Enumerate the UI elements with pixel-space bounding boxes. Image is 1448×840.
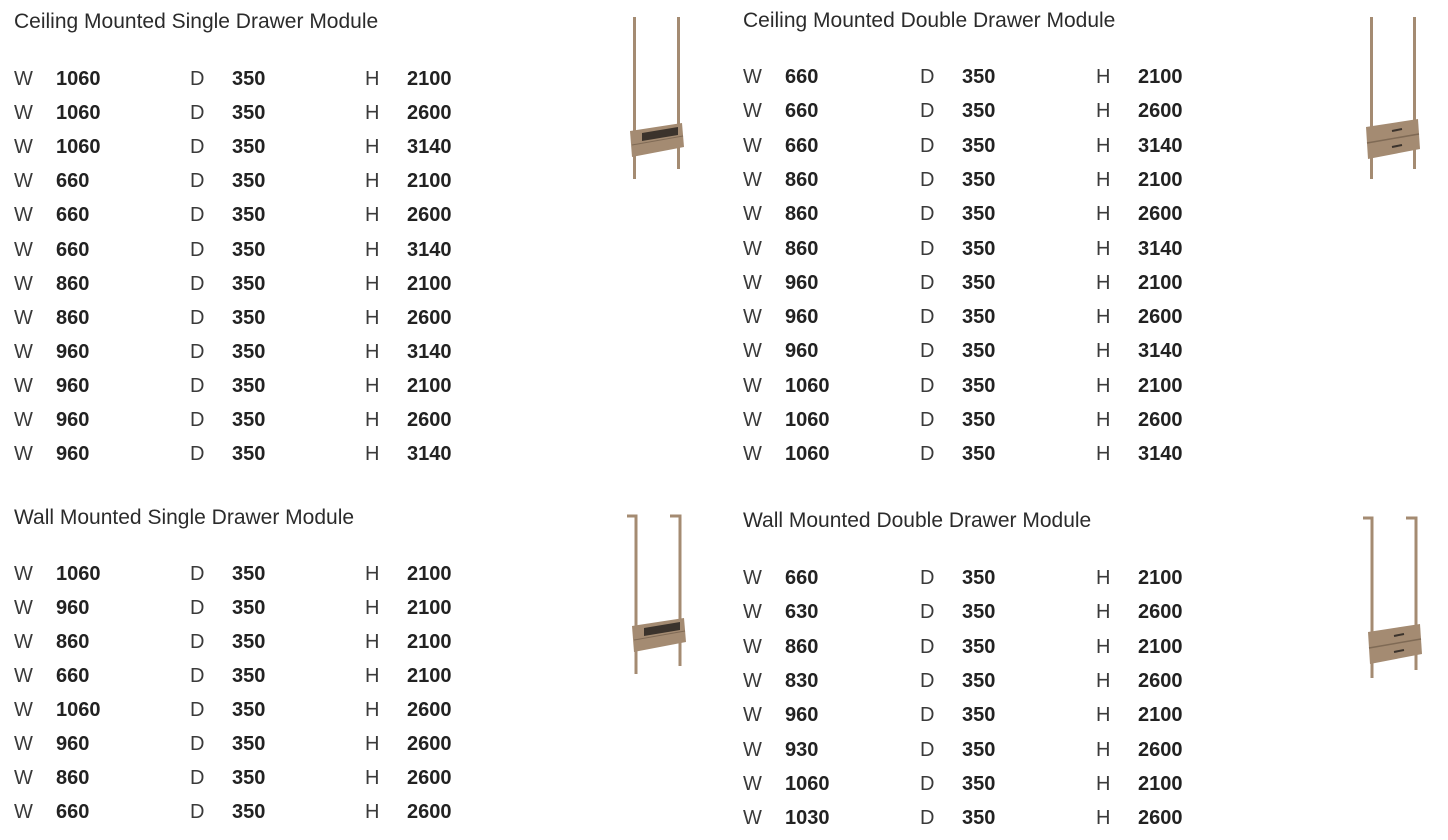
depth-label: D xyxy=(190,272,205,295)
height-value: 3140 xyxy=(1138,340,1183,363)
width-label: W xyxy=(14,443,33,466)
height-value: 3140 xyxy=(1138,443,1183,466)
width-value: 660 xyxy=(785,66,819,88)
height-value: 2600 xyxy=(407,409,452,431)
height-label: H xyxy=(365,597,380,619)
depth-value: 350 xyxy=(962,100,996,123)
width-value: 1030 xyxy=(785,807,830,830)
table-row xyxy=(14,135,484,159)
depth-value: 350 xyxy=(232,665,266,687)
depth-value: 350 xyxy=(232,340,266,363)
width-value: 860 xyxy=(56,272,90,295)
table-row xyxy=(14,766,484,790)
width-value: 960 xyxy=(785,306,819,329)
height-value: 2100 xyxy=(407,631,452,653)
width-value: 660 xyxy=(785,134,819,157)
width-label: W xyxy=(14,68,33,90)
height-label: H xyxy=(1096,738,1111,761)
width-label: W xyxy=(14,374,33,397)
depth-value: 350 xyxy=(962,567,996,589)
table-row xyxy=(743,271,1213,295)
width-label: W xyxy=(14,631,33,653)
height-value: 3140 xyxy=(407,238,452,261)
height-value: 2100 xyxy=(1138,168,1183,191)
table-row xyxy=(14,374,484,398)
table-row xyxy=(14,562,484,586)
depth-value: 350 xyxy=(232,102,266,125)
depth-label: D xyxy=(190,443,205,466)
height-label: H xyxy=(365,733,380,755)
table-row xyxy=(14,408,484,432)
width-label: W xyxy=(14,409,33,431)
height-label: H xyxy=(1096,807,1111,830)
width-value: 1060 xyxy=(56,699,101,721)
height-value: 2100 xyxy=(1138,66,1183,88)
width-label: W xyxy=(743,738,762,761)
table-row xyxy=(14,630,484,654)
depth-value: 350 xyxy=(962,306,996,329)
width-value: 960 xyxy=(56,340,90,363)
table-row xyxy=(743,99,1213,123)
table-row xyxy=(743,738,1213,762)
height-label: H xyxy=(1096,306,1111,329)
section-title: Wall Mounted Single Drawer Module xyxy=(14,506,355,529)
width-label: W xyxy=(743,374,762,397)
width-label: W xyxy=(14,597,33,619)
width-label: W xyxy=(14,204,33,227)
height-value: 2100 xyxy=(1138,772,1183,795)
height-label: H xyxy=(365,306,380,329)
table-row xyxy=(743,566,1213,590)
height-label: H xyxy=(365,699,380,721)
height-value: 2100 xyxy=(407,170,452,193)
width-label: W xyxy=(743,704,762,727)
width-value: 630 xyxy=(785,601,819,624)
table-row xyxy=(14,203,484,227)
width-label: W xyxy=(14,801,33,823)
depth-value: 350 xyxy=(232,306,266,329)
table-row xyxy=(14,101,484,125)
height-label: H xyxy=(1096,567,1111,589)
depth-label: D xyxy=(920,601,935,624)
width-value: 860 xyxy=(56,306,90,329)
depth-value: 350 xyxy=(962,340,996,363)
depth-value: 350 xyxy=(962,374,996,397)
height-label: H xyxy=(365,665,380,687)
depth-label: D xyxy=(920,807,935,830)
depth-label: D xyxy=(190,102,205,125)
table-row xyxy=(743,669,1213,693)
depth-label: D xyxy=(190,699,205,721)
width-value: 860 xyxy=(785,203,819,226)
height-value: 2600 xyxy=(407,204,452,227)
height-label: H xyxy=(365,631,380,653)
width-label: W xyxy=(14,699,33,721)
width-value: 960 xyxy=(56,733,90,755)
height-label: H xyxy=(1096,669,1111,692)
width-value: 960 xyxy=(785,704,819,727)
depth-value: 350 xyxy=(962,66,996,88)
width-value: 660 xyxy=(56,204,90,227)
depth-value: 350 xyxy=(232,733,266,755)
depth-label: D xyxy=(920,168,935,191)
width-label: W xyxy=(743,66,762,88)
depth-label: D xyxy=(190,68,205,90)
depth-value: 350 xyxy=(232,409,266,431)
height-label: H xyxy=(365,238,380,261)
width-value: 930 xyxy=(785,738,819,761)
height-label: H xyxy=(365,68,380,90)
depth-value: 350 xyxy=(962,271,996,294)
depth-label: D xyxy=(920,567,935,589)
table-row xyxy=(14,800,484,824)
width-value: 960 xyxy=(56,597,90,619)
depth-label: D xyxy=(920,669,935,692)
height-value: 2100 xyxy=(407,68,452,90)
height-label: H xyxy=(1096,704,1111,727)
height-label: H xyxy=(1096,374,1111,397)
width-value: 860 xyxy=(56,767,90,789)
section-title: Ceiling Mounted Double Drawer Module xyxy=(743,9,1116,32)
depth-label: D xyxy=(190,665,205,687)
table-row xyxy=(743,374,1213,398)
depth-value: 350 xyxy=(962,134,996,157)
table-row xyxy=(14,664,484,688)
depth-label: D xyxy=(920,340,935,363)
height-label: H xyxy=(1096,635,1111,658)
wall-single-drawer-illustration xyxy=(624,512,692,680)
width-label: W xyxy=(14,272,33,295)
height-label: H xyxy=(1096,340,1111,363)
height-value: 2600 xyxy=(1138,738,1183,761)
height-label: H xyxy=(1096,168,1111,191)
table-row xyxy=(14,306,484,330)
height-label: H xyxy=(1096,601,1111,624)
height-value: 2600 xyxy=(1138,306,1183,329)
height-value: 2600 xyxy=(407,733,452,755)
width-label: W xyxy=(743,271,762,294)
width-value: 1060 xyxy=(785,772,830,795)
depth-label: D xyxy=(920,738,935,761)
depth-label: D xyxy=(920,203,935,226)
table-row xyxy=(14,238,484,262)
height-label: H xyxy=(1096,772,1111,795)
depth-label: D xyxy=(920,271,935,294)
section-title: Wall Mounted Double Drawer Module xyxy=(743,509,1092,532)
height-value: 2600 xyxy=(1138,100,1183,123)
height-label: H xyxy=(365,767,380,789)
width-value: 960 xyxy=(56,374,90,397)
width-label: W xyxy=(743,669,762,692)
height-label: H xyxy=(365,340,380,363)
width-value: 660 xyxy=(56,170,90,193)
height-label: H xyxy=(365,563,380,585)
height-value: 2100 xyxy=(407,272,452,295)
height-value: 2600 xyxy=(407,102,452,125)
table-row xyxy=(14,169,484,193)
width-value: 860 xyxy=(785,635,819,658)
height-label: H xyxy=(1096,409,1111,431)
width-label: W xyxy=(14,767,33,789)
depth-label: D xyxy=(190,204,205,227)
table-row xyxy=(14,698,484,722)
table-row xyxy=(743,703,1213,727)
height-label: H xyxy=(1096,443,1111,466)
height-value: 2600 xyxy=(1138,807,1183,830)
height-label: H xyxy=(1096,134,1111,157)
width-label: W xyxy=(743,409,762,431)
depth-label: D xyxy=(190,136,205,159)
table-row xyxy=(743,635,1213,659)
depth-value: 350 xyxy=(962,807,996,830)
depth-label: D xyxy=(920,306,935,329)
wall-double-drawer-illustration xyxy=(1360,514,1428,684)
height-label: H xyxy=(365,443,380,466)
depth-label: D xyxy=(190,306,205,329)
table-row xyxy=(743,442,1213,466)
width-value: 830 xyxy=(785,669,819,692)
height-value: 2600 xyxy=(1138,203,1183,226)
width-label: W xyxy=(14,733,33,755)
width-label: W xyxy=(14,238,33,261)
table-row xyxy=(743,600,1213,624)
table-row xyxy=(743,65,1213,89)
width-value: 960 xyxy=(56,409,90,431)
width-label: W xyxy=(14,563,33,585)
height-value: 2600 xyxy=(407,306,452,329)
width-value: 960 xyxy=(785,271,819,294)
depth-label: D xyxy=(190,631,205,653)
table-row xyxy=(743,305,1213,329)
width-value: 860 xyxy=(785,168,819,191)
height-label: H xyxy=(1096,203,1111,226)
depth-value: 350 xyxy=(232,204,266,227)
width-label: W xyxy=(743,134,762,157)
depth-value: 350 xyxy=(232,801,266,823)
depth-value: 350 xyxy=(962,704,996,727)
height-value: 2100 xyxy=(407,665,452,687)
height-value: 2100 xyxy=(1138,635,1183,658)
depth-label: D xyxy=(920,66,935,88)
depth-value: 350 xyxy=(232,563,266,585)
depth-value: 350 xyxy=(962,443,996,466)
width-label: W xyxy=(743,306,762,329)
depth-label: D xyxy=(190,767,205,789)
depth-label: D xyxy=(920,100,935,123)
height-label: H xyxy=(365,272,380,295)
height-value: 2100 xyxy=(407,374,452,397)
width-label: W xyxy=(743,807,762,830)
depth-label: D xyxy=(920,704,935,727)
height-value: 3140 xyxy=(1138,237,1183,260)
depth-label: D xyxy=(920,409,935,431)
depth-value: 350 xyxy=(232,238,266,261)
height-label: H xyxy=(1096,66,1111,88)
width-label: W xyxy=(743,340,762,363)
width-value: 860 xyxy=(785,237,819,260)
width-value: 1060 xyxy=(56,136,101,159)
depth-value: 350 xyxy=(232,272,266,295)
width-value: 1060 xyxy=(56,68,101,90)
width-label: W xyxy=(14,136,33,159)
width-label: W xyxy=(743,443,762,466)
ceiling-double-drawer-illustration xyxy=(1362,15,1426,185)
depth-label: D xyxy=(190,238,205,261)
height-label: H xyxy=(365,409,380,431)
height-value: 3140 xyxy=(407,340,452,363)
width-value: 660 xyxy=(56,665,90,687)
depth-value: 350 xyxy=(232,170,266,193)
height-value: 2100 xyxy=(1138,567,1183,589)
height-value: 3140 xyxy=(1138,134,1183,157)
height-value: 2600 xyxy=(407,767,452,789)
width-label: W xyxy=(743,772,762,795)
height-value: 2100 xyxy=(1138,704,1183,727)
height-value: 3140 xyxy=(407,136,452,159)
width-value: 1060 xyxy=(785,409,830,431)
width-label: W xyxy=(14,170,33,193)
width-value: 1060 xyxy=(785,374,830,397)
height-label: H xyxy=(365,801,380,823)
width-label: W xyxy=(743,168,762,191)
height-label: H xyxy=(365,204,380,227)
depth-value: 350 xyxy=(962,168,996,191)
table-row xyxy=(743,168,1213,192)
depth-label: D xyxy=(920,374,935,397)
height-value: 2600 xyxy=(407,699,452,721)
width-value: 960 xyxy=(785,340,819,363)
height-value: 3140 xyxy=(407,443,452,466)
width-label: W xyxy=(14,102,33,125)
depth-value: 350 xyxy=(232,136,266,159)
width-label: W xyxy=(14,665,33,687)
width-value: 960 xyxy=(56,443,90,466)
width-label: W xyxy=(743,100,762,123)
height-value: 2100 xyxy=(407,597,452,619)
section-title: Ceiling Mounted Single Drawer Module xyxy=(14,10,379,33)
depth-label: D xyxy=(190,563,205,585)
width-label: W xyxy=(743,567,762,589)
depth-label: D xyxy=(190,801,205,823)
height-label: H xyxy=(365,374,380,397)
table-row xyxy=(743,134,1213,158)
width-value: 860 xyxy=(56,631,90,653)
width-value: 1060 xyxy=(56,563,101,585)
width-value: 660 xyxy=(56,238,90,261)
depth-label: D xyxy=(920,134,935,157)
depth-value: 350 xyxy=(232,374,266,397)
height-value: 2100 xyxy=(407,563,452,585)
depth-label: D xyxy=(190,374,205,397)
depth-label: D xyxy=(190,409,205,431)
depth-label: D xyxy=(920,237,935,260)
table-row xyxy=(14,67,484,91)
depth-label: D xyxy=(920,635,935,658)
depth-value: 350 xyxy=(962,635,996,658)
height-value: 2100 xyxy=(1138,271,1183,294)
height-value: 2600 xyxy=(407,801,452,823)
table-row xyxy=(743,202,1213,226)
height-value: 2100 xyxy=(1138,374,1183,397)
height-label: H xyxy=(1096,237,1111,260)
width-label: W xyxy=(743,635,762,658)
depth-value: 350 xyxy=(232,767,266,789)
table-row xyxy=(743,772,1213,796)
table-row xyxy=(14,340,484,364)
width-label: W xyxy=(743,601,762,624)
depth-value: 350 xyxy=(962,203,996,226)
depth-value: 350 xyxy=(962,738,996,761)
table-row xyxy=(743,237,1213,261)
depth-label: D xyxy=(190,170,205,193)
width-value: 660 xyxy=(785,567,819,589)
depth-label: D xyxy=(190,340,205,363)
depth-value: 350 xyxy=(962,409,996,431)
depth-value: 350 xyxy=(962,237,996,260)
table-row xyxy=(14,596,484,620)
width-value: 660 xyxy=(785,100,819,123)
height-label: H xyxy=(365,136,380,159)
depth-value: 350 xyxy=(232,68,266,90)
height-value: 2600 xyxy=(1138,669,1183,692)
width-label: W xyxy=(743,203,762,226)
width-value: 1060 xyxy=(56,102,101,125)
table-row xyxy=(14,442,484,466)
depth-value: 350 xyxy=(962,601,996,624)
width-label: W xyxy=(14,306,33,329)
width-value: 1060 xyxy=(785,443,830,466)
height-label: H xyxy=(1096,100,1111,123)
depth-value: 350 xyxy=(232,597,266,619)
depth-value: 350 xyxy=(962,669,996,692)
width-label: W xyxy=(14,340,33,363)
height-label: H xyxy=(365,102,380,125)
depth-value: 350 xyxy=(232,631,266,653)
table-row xyxy=(14,272,484,296)
ceiling-single-drawer-illustration xyxy=(626,15,690,185)
height-value: 2600 xyxy=(1138,409,1183,431)
width-value: 660 xyxy=(56,801,90,823)
height-value: 2600 xyxy=(1138,601,1183,624)
depth-value: 350 xyxy=(232,699,266,721)
depth-value: 350 xyxy=(232,443,266,466)
depth-label: D xyxy=(190,597,205,619)
table-row xyxy=(743,806,1213,830)
depth-label: D xyxy=(920,772,935,795)
table-row xyxy=(743,408,1213,432)
table-row xyxy=(14,732,484,756)
height-label: H xyxy=(1096,271,1111,294)
width-label: W xyxy=(743,237,762,260)
depth-label: D xyxy=(920,443,935,466)
depth-label: D xyxy=(190,733,205,755)
depth-value: 350 xyxy=(962,772,996,795)
table-row xyxy=(743,339,1213,363)
height-label: H xyxy=(365,170,380,193)
